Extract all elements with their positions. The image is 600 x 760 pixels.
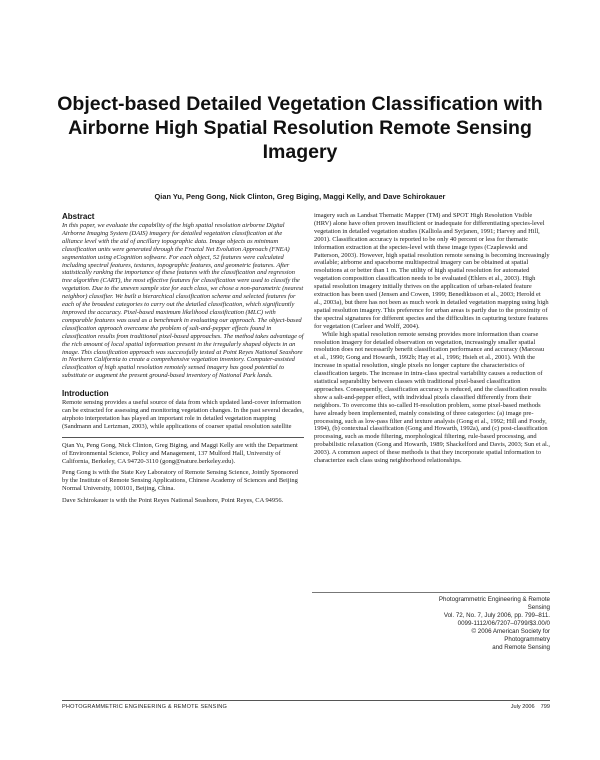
journal-name: Photogrammetric Engineering & Remote Sensing xyxy=(438,596,550,611)
footer-page-info xyxy=(470,704,550,710)
journal-info xyxy=(432,596,550,652)
introduction-heading: Introduction xyxy=(62,389,109,399)
journal-copyright: © 2006 American Society for Photogrammetry xyxy=(471,628,550,643)
right-column xyxy=(314,212,550,465)
footer-divider xyxy=(62,700,550,701)
affiliation-divider xyxy=(62,437,304,438)
footer-page-number: 799 xyxy=(540,704,550,710)
affiliation-3: Dave Schirokauer is with the Point Reyes National Seashore, Point Reyes, CA 94956. xyxy=(62,497,284,505)
footer-journal: PHOTOGRAMMETRIC ENGINEERING & REMOTE SENSING xyxy=(62,704,228,710)
affiliation-1: Qian Yu, Peng Gong, Nick Clinton, Greg Biging, and Maggi Kelly are with the Department of Environmental Science, Policy and Management, 137 Mulford Hall, University of California, Berkeley, CA 94720-3110 (gong@nature.berkeley.edu). xyxy=(62,441,298,465)
journal-copyright-cont: and Remote Sensing xyxy=(492,644,550,651)
journal-info-divider xyxy=(312,592,550,593)
author-list: Qian Yu, Peng Gong, Nick Clinton, Greg Biging, Maggi Kelly, and Dave Schirokauer xyxy=(154,192,446,201)
left-column xyxy=(62,212,304,509)
affiliation-2: Peng Gong is with the State Key Laboratory of Remote Sensing Science, Jointly Sponsored by the Institute of Remote Sensing Applications, Chinese Academy of Sciences and Beijing Normal University, 100101, Beijing, China. xyxy=(62,469,299,493)
abstract-text: In this paper, we evaluate the capability of the high spatial resolution airborne Digital Airborne Imaging System (DAIS) imagery for detailed vegetation classification at the alliance level with the aid of ancillary topographic data. Image objects as minimum classification units were generated through the Fractal Net Evolution Approach (FNEA) segmentation using eCognition software. For each object, 52 features were calculated including spectral features, textures, topographic features, and geometric features. After statistically ranking the importance of these features with the classification and regression tree algorithm (CART), the most effective features for classification were used to classify the vegetation. Due to the uneven sample size for each class, we chose a non-parametric (nearest neighbor) classifier. We built a hierarchical classification scheme and selected features for each of the broadest categories to carry out the detailed classification, which significantly improved the accuracy. Pixel-based maximum likelihood classification (MLC) with comparable features was used as a benchmark in evaluating our approach. The object-based classification approach overcame the problem of salt-and-pepper effects found in classification results from traditional pixel-based approaches. The method takes advantage of the rich amount of local spatial information present in the irregularly shaped objects in an image. This classification approach was successfully tested at Point Reyes National Seashore in Northern California to create a comprehensive vegetation inventory. Computer-assisted classification of high spatial resolution remotely sensed imagery has good potential to substitute or augment the present ground-based inventory of National Park lands. xyxy=(62,222,304,380)
introduction-text: Remote sensing provides a useful source of data from which updated land-cover information can be extracted for assessing and monitoring vegetation changes. In the past several decades, airphoto interpretation has played an important role in detailed vegetation mapping (Sandmann and Lertzman, 2003), while applications of coarser spatial resolution satellite xyxy=(62,399,304,430)
footer-date: July 2006 xyxy=(510,704,535,710)
paper-title: Object-based Detailed Vegetation Classification with Airborne High Spatial Resolution Remote Sensing Imagery xyxy=(57,93,543,163)
journal-volume: Vol. 72, No. 7, July 2006, pp. 799–811. xyxy=(443,612,550,619)
body-paragraph-2: While high spatial resolution remote sensing provides more information than coarse resolution imagery for detailed observation on vegetation, increasingly smaller spatial resolution does not necessarily benefit classification performance and accuracy (Marceau et al., 1990; Gong and Howarth, 1992b; Hay et al., 1996; Hsieh et al., 2001). With the increase in spatial resolution, single pixels no longer capture the characteristics of classification targets. The increase in intra-class spectral variability causes a reduction of statistical separability between classes with traditional pixel-based classification approaches. Consequently, classification accuracy is reduced, and the classification results show a salt-and-pepper effect, with individual pixels classified differently from their neighbors. To overcome this so-called H-resolution problem, some pixel-based methods have already been implemented, mainly consisting of three categories: (a) image pre-processing, such as low-pass filter and texture analysis (Gong et al., 1992; Hill and Foody, 1994), (b) contextual classification (Gong and Howarth, 1992a), and (c) post-classification processing, such as mode filtering, morphological filtering, rule-based processing, and probabilistic relaxation (Gong and Howarth, 1989; Shackelford and Davis, 2003; Sun et al., 2003). A common aspect of these methods is that they incorporate spatial information to characterize each class using neighborhood relationships. xyxy=(314,330,550,465)
abstract-heading: Abstract xyxy=(62,212,95,221)
body-paragraph-1: imagery such as Landsat Thematic Mapper (TM) and SPOT High Resolution Visible (HRV) alone have often proven insufficient or inadequate for differentiating species-level vegetation in detailed vegetation studies (Kalliola and Syrjanen, 1991; Harvey and Hill, 2001). Classification accuracy is reported to be only 40 percent or less for thematic information extraction at the species-level with these image types (Czaplewski and Patterson, 2003). However, high spatial resolution remote sensing is becoming increasingly available; airborne and spaceborne multispectral imagery can be obtained at spatial resolutions at or better than 1 m. The utility of high spatial resolution for automated vegetation composition classification needs to be evaluated (Ehlers et al., 2003). High spatial resolution imagery initially thrives on the application of urban-related feature extraction has been used (Jensen and Cowen, 1999; Benediktsson et al., 2003; Herold et al., 2003a), but there has not been as much work in detailed vegetation mapping using high spatial resolution imagery. This preference for urban areas is partly due to the proximity of the spectral signatures for different species and the difficulties in capturing texture features for vegetation (Carleer and Wolff, 2004). xyxy=(314,212,550,330)
journal-issn: 0099-1112/06/7207–0799/$3.00/0 xyxy=(457,620,550,627)
